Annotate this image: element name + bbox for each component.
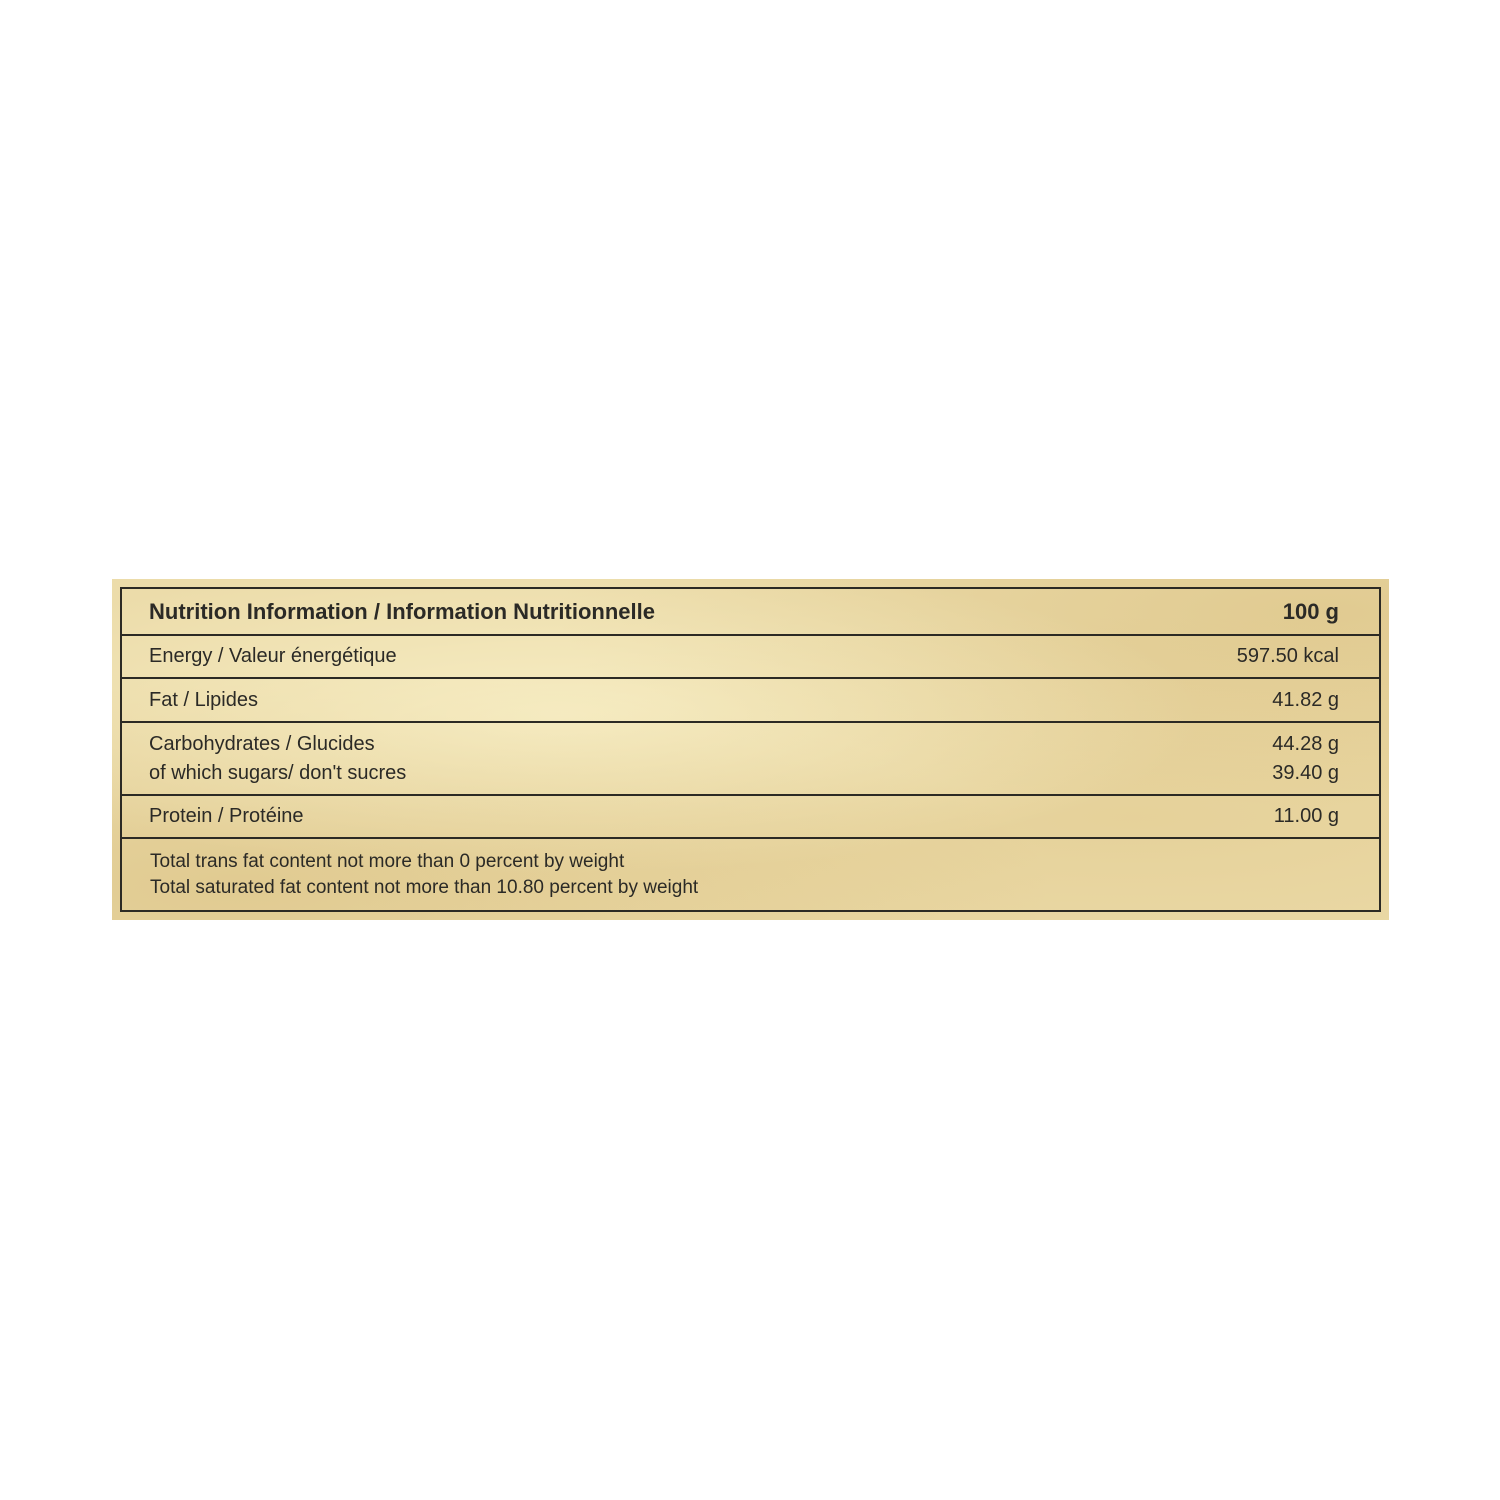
row-value: 41.82 g xyxy=(1272,688,1339,711)
table-row-carbohydrates xyxy=(122,723,1379,796)
serving-amount: 100 g xyxy=(1282,598,1339,624)
nutrition-label-panel xyxy=(112,579,1389,920)
table-row-fat xyxy=(122,679,1379,723)
row-value: 597.50 kcal xyxy=(1236,645,1339,667)
table-row-protein xyxy=(122,796,1379,839)
row-label: Protein / Protéine xyxy=(149,805,304,827)
table-header-row xyxy=(122,589,1379,636)
row-label: Fat / Lipides xyxy=(149,688,258,711)
row-label-stack xyxy=(149,733,406,785)
row-label: Energy / Valeur énergétique xyxy=(149,645,397,667)
nutrition-table xyxy=(120,587,1381,912)
row-sub-label: of which sugars/ don't sucres xyxy=(149,761,407,784)
table-row-energy xyxy=(122,636,1379,679)
note-saturated-fat: Total saturated fat content not more than 10.80 percent by weight xyxy=(150,877,699,898)
row-value: 11.00 g xyxy=(1273,805,1339,827)
row-value-stack xyxy=(1272,733,1339,785)
row-sub-value: 39.40 g xyxy=(1272,761,1339,784)
row-label: Carbohydrates / Glucides xyxy=(149,732,375,755)
table-title: Nutrition Information / Information Nutritionnelle xyxy=(149,598,655,624)
note-trans-fat: Total trans fat content not more than 0 percent by weight xyxy=(150,851,625,872)
notes-block xyxy=(150,850,698,899)
row-value: 44.28 g xyxy=(1272,732,1339,755)
table-notes-row xyxy=(122,839,1379,910)
